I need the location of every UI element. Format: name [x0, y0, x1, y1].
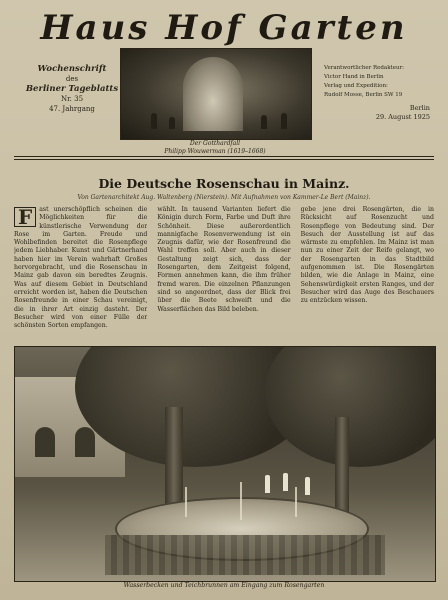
- article-headline: Die Deutsche Rosenschau in Mainz.: [98, 176, 350, 191]
- photo-visitor: [283, 473, 288, 491]
- photo-window: [35, 427, 55, 457]
- article-column-1: [14, 206, 147, 344]
- article-byline: Von Gartenarchitekt Aug. Waltenberg (Nierstein). Mit Aufnahmen von Kammer-Le Bert (Mainz).: [77, 194, 371, 201]
- header-rule-thin: [14, 159, 434, 160]
- painting-figure: [261, 115, 267, 129]
- photo-fountain-jet: [295, 487, 297, 517]
- publication-parent: Berliner Tageblatts: [25, 84, 119, 94]
- masthead-title: Haus Hof Garten: [40, 8, 408, 48]
- issue-number: Nr. 35: [60, 95, 84, 103]
- article-column-1-text: ast unerschöpflich scheinen die Möglichkeiten für die künstlerische Verwendung der Rose im Garten. Freude und Wohlbefinden bereitet die Rosenpflege jedem Liebhaber. Kunst und Gärtnerhand haben hier im Verein wahrhaft Großes hervorgebracht, und die Rosenschau in Mainz gab davon ein beredtes Zeugnis. Was auf diesem Gebiet in Deutschland erreicht worden ist, haben die Deutschen Rosenfreunde in einer Schau vereinigt, die in ihrer Art einzig dasteht. Der Besucher wird von einer Fülle der schönsten Sorten empfangen.: [14, 206, 148, 330]
- painting-arch: [183, 57, 243, 131]
- article-column-2: [157, 206, 290, 344]
- photo-tree-canopy: [265, 346, 436, 467]
- garden-photo: [14, 346, 436, 582]
- photo-caption: Wasserbecken und Teichbrunnen am Eingang zum Rosengarten: [123, 582, 325, 589]
- volume-year: 47. Jahrgang: [49, 105, 95, 113]
- editor-name: Victor Hand in Berlin: [324, 74, 384, 80]
- masthead: [0, 4, 448, 52]
- publisher-name: Rudolf Mosse, Berlin SW 19: [324, 92, 403, 98]
- painting-figure: [169, 117, 175, 129]
- editor-label: Verantwortlicher Redakteur:: [324, 65, 405, 71]
- publication-info: [24, 64, 120, 114]
- photo-visitor: [265, 475, 270, 493]
- hero-caption: [120, 140, 310, 156]
- publication-type: Wochenschrift: [37, 64, 107, 74]
- hero-painting: [120, 48, 312, 140]
- imprint: [324, 64, 430, 122]
- publication-connector: des: [65, 75, 79, 83]
- dateline-place: Berlin: [409, 104, 430, 112]
- photo-fountain-jet: [240, 482, 242, 520]
- drop-cap: F: [14, 207, 36, 227]
- article-columns: [14, 206, 434, 344]
- photo-visitor: [305, 477, 310, 495]
- hero-caption-title: Der Gotthardfall: [189, 140, 241, 147]
- painting-figure: [281, 113, 287, 129]
- photo-flower-bed: [105, 535, 385, 575]
- article-column-2-text: wählt. In tausend Varianten liefert die Königin durch Form, Farbe und Duft ihre Schönheit. Diese außerordentlich mannigfache Rosenverwendung ist ein Zeugnis dafür, wie der Rosenfreund die Wahl treffen soll. Aber auch in dieser Gestaltung zeigt sich, dass der Rosengarten, dem Zeitgeist folgend, Formen annehmen kann, die ihm früher fremd waren. Die einzelnen Pflanzungen sind so angeordnet, dass der Blick frei über die Beete schweift und die Wasserflächen das Bild beleben.: [157, 206, 291, 313]
- article-column-3: [301, 206, 434, 344]
- header-rule: [14, 156, 434, 157]
- photo-window: [75, 427, 95, 457]
- article-column-3-text: gebe jene drei Rosengärten, die in Rücksicht auf Rosenzucht und Rosenpflege von Bedeutung sind. Der Besuch der Ausstellung ist auf das wärmste zu empfehlen. Im Mainz ist man nun zu einer Zeit der Reife gelangt, wo der Rosengarten in das Stadtbild aufgenommen ist. Die Rosengärten bilden, wie die Anlage in Mainz, eine Sehenswürdigkeit ersten Ranges, und der Besucher wird das Auge des Beschauers zu entzücken wissen.: [300, 206, 434, 305]
- painting-figure: [151, 113, 157, 129]
- publisher-label: Verlag und Expedition:: [324, 83, 388, 89]
- dateline-date: 29. August 1925: [375, 113, 430, 121]
- photo-fountain-jet: [185, 487, 187, 517]
- hero-caption-artist: Philipp Wouwerman (1619–1668): [164, 148, 266, 155]
